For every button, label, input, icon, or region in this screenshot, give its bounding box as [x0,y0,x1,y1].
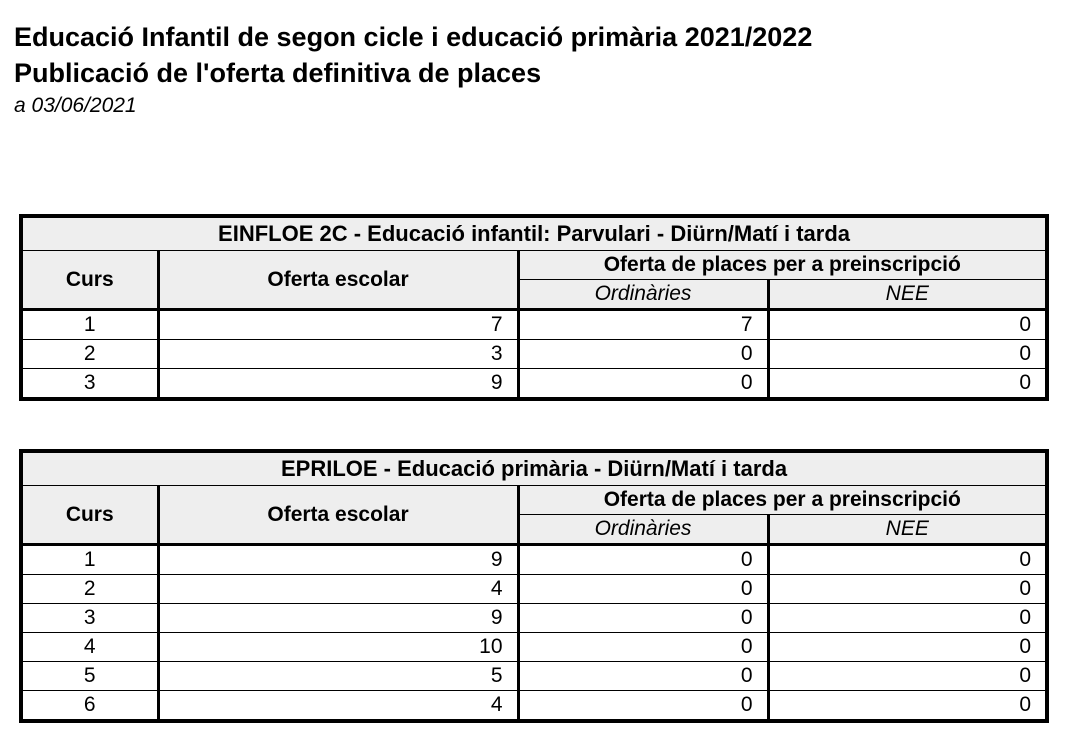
table-row [21,340,1047,369]
cell-ordinaries: 0 [518,662,768,691]
column-header-curs: Curs [21,251,158,310]
cell-curs: 2 [21,575,158,604]
table-caption: EINFLOE 2C - Educació infantil: Parvulari - Diürn/Matí i tarda [21,216,1047,251]
cell-oferta-escolar: 9 [158,545,518,575]
cell-nee: 0 [768,691,1047,722]
publication-date: a 03/06/2021 [14,94,137,117]
table-caption-row [21,451,1047,486]
column-group-header: Oferta de places per a preinscripció [518,251,1047,280]
cell-ordinaries: 0 [518,604,768,633]
column-header-oferta-escolar: Oferta escolar [158,251,518,310]
cell-ordinaries: 0 [518,633,768,662]
cell-curs: 3 [21,604,158,633]
table-row [21,691,1047,722]
cell-ordinaries: 0 [518,369,768,400]
table-row [21,662,1047,691]
cell-oferta-escolar: 9 [158,604,518,633]
table-header-row [21,251,1047,280]
cell-oferta-escolar: 10 [158,633,518,662]
cell-curs: 4 [21,633,158,662]
cell-ordinaries: 7 [518,310,768,340]
document-title: Educació Infantil de segon cicle i educació primària 2021/2022 [14,22,813,52]
cell-curs: 1 [21,310,158,340]
document-subtitle: Publicació de l'oferta definitiva de places [14,58,542,88]
table-caption: EPRILOE - Educació primària - Diürn/Matí i tarda [21,451,1047,486]
cell-oferta-escolar: 7 [158,310,518,340]
column-header-nee: NEE [768,280,1047,310]
cell-oferta-escolar: 5 [158,662,518,691]
column-header-nee: NEE [768,515,1047,545]
cell-curs: 5 [21,662,158,691]
table-row [21,545,1047,575]
cell-curs: 3 [21,369,158,400]
table-row [21,310,1047,340]
cell-nee: 0 [768,369,1047,400]
cell-ordinaries: 0 [518,575,768,604]
cell-ordinaries: 0 [518,545,768,575]
cell-oferta-escolar: 3 [158,340,518,369]
cell-nee: 0 [768,310,1047,340]
cell-ordinaries: 0 [518,340,768,369]
column-header-ordinaries: Ordinàries [518,515,768,545]
table-row [21,575,1047,604]
cell-curs: 2 [21,340,158,369]
table-row [21,604,1047,633]
cell-oferta-escolar: 9 [158,369,518,400]
cell-curs: 6 [21,691,158,722]
cell-nee: 0 [768,604,1047,633]
column-header-ordinaries: Ordinàries [518,280,768,310]
table-header-row [21,486,1047,515]
offer-table-epriloe [19,449,1049,723]
table-row [21,633,1047,662]
column-header-curs: Curs [21,486,158,545]
cell-nee: 0 [768,340,1047,369]
cell-oferta-escolar: 4 [158,691,518,722]
cell-nee: 0 [768,662,1047,691]
cell-nee: 0 [768,633,1047,662]
cell-curs: 1 [21,545,158,575]
cell-ordinaries: 0 [518,691,768,722]
cell-oferta-escolar: 4 [158,575,518,604]
column-header-oferta-escolar: Oferta escolar [158,486,518,545]
column-group-header: Oferta de places per a preinscripció [518,486,1047,515]
cell-nee: 0 [768,545,1047,575]
table-row [21,369,1047,400]
offer-table-einfloe [19,214,1049,401]
cell-nee: 0 [768,575,1047,604]
table-caption-row [21,216,1047,251]
